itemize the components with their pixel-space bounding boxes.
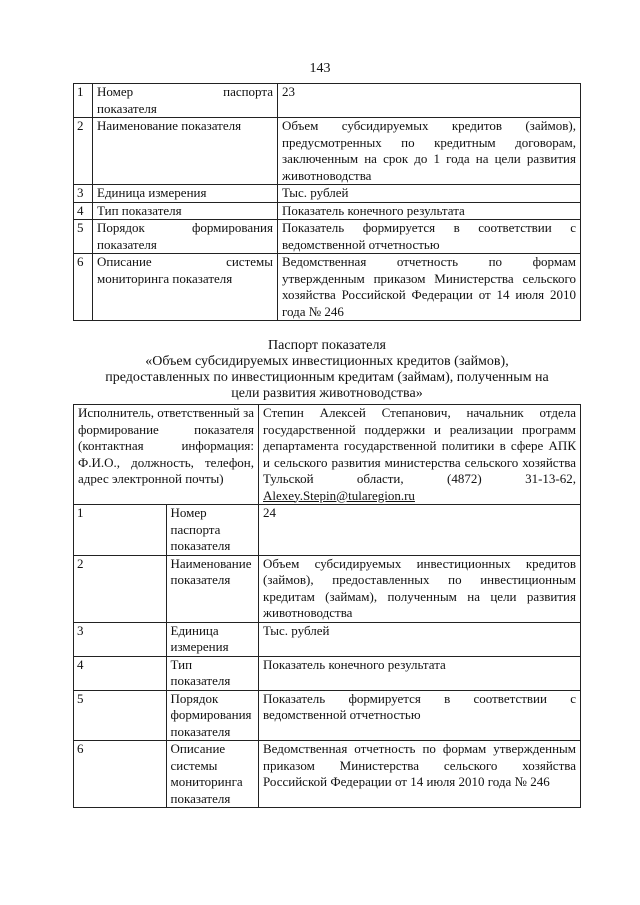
- passport-subtitle-line: предоставленных по инвестиционным кредитам (займам), полученным на: [105, 370, 549, 385]
- executor-phone: (4872) 31-13-62,: [447, 471, 576, 486]
- row-value: Показатель конечного результата: [278, 202, 581, 220]
- row-value: Объем субсидируемых инвестиционных кредитов (займов), предоставленных по инвестиционным кредитам (займам), полученным на цели развития животноводства: [259, 555, 581, 622]
- row-value: Показатель формируется в соответствии с ведомственной отчетностью: [278, 220, 581, 254]
- row-label-line2: показателя: [97, 100, 157, 116]
- row-value: Показатель конечного результата: [259, 656, 581, 690]
- table-row: [74, 185, 581, 203]
- row-label-line1: Описание системы: [97, 254, 273, 269]
- indicator-table-23: [73, 83, 581, 321]
- executor-value: [259, 405, 581, 505]
- row-label-line1: Номер паспорта: [170, 505, 221, 537]
- row-value: Показатель формируется в соответствии с ведомственной отчетностью: [259, 690, 581, 741]
- row-label: [166, 690, 259, 741]
- row-label-line2: показателя: [170, 723, 231, 739]
- row-number: 3: [74, 622, 167, 656]
- row-value: 23: [278, 84, 581, 118]
- row-label-line2: показателя: [97, 236, 157, 252]
- row-label-line2: показателя: [170, 538, 231, 553]
- row-value: Тыс. рублей: [278, 185, 581, 203]
- row-value: Ведомственная отчетность по формам утвержденным приказом Министерства сельского хозяйства Российской Федерации от 14 июля 2010 года № 246: [278, 254, 581, 321]
- row-label: [93, 84, 278, 118]
- row-value: Ведомственная отчетность по формам утвержденным приказом Министерства сельского хозяйства Российской Федерации от 14 июля 2010 года № 246: [259, 741, 581, 808]
- table-row: [74, 84, 581, 118]
- row-number: 2: [74, 555, 167, 622]
- row-label-line1: Порядок формирования: [97, 220, 273, 235]
- table-row: [74, 656, 581, 690]
- row-number: 2: [74, 118, 93, 185]
- row-label: Тип показателя: [93, 202, 278, 220]
- executor-email-link[interactable]: Alexey.Stepin@tularegion.ru: [263, 487, 415, 503]
- table-row: [74, 505, 581, 556]
- row-label: Наименование показателя: [166, 555, 259, 622]
- row-value: 24: [259, 505, 581, 556]
- row-number: 5: [74, 220, 93, 254]
- row-label: [166, 505, 259, 556]
- passport-heading: Паспорт показателя: [268, 338, 386, 353]
- executor-row: [74, 405, 581, 505]
- table-row: [74, 622, 581, 656]
- executor-name: Степин Алексей Степанович, начальник отдела государственной поддержки и реализации программ департамента государственной политики в сфере АПК и сельского развития министерства сельского хозяйства Тульской области,: [263, 405, 576, 486]
- table-row: [74, 202, 581, 220]
- table-row: [74, 555, 581, 622]
- row-number: 4: [74, 656, 167, 690]
- row-label-line1: Номер паспорта: [97, 84, 273, 99]
- row-label: [93, 254, 278, 321]
- row-label-line2: мониторинга показателя: [97, 270, 233, 286]
- row-number: 1: [74, 505, 167, 556]
- table-row: [74, 741, 581, 808]
- row-label: [166, 741, 259, 808]
- row-label: Единица измерения: [93, 185, 278, 203]
- table-row: [74, 220, 581, 254]
- passport-subtitle-line: цели развития животноводства»: [231, 386, 423, 401]
- row-number: 4: [74, 202, 93, 220]
- row-label-line2: мониторинга показателя: [170, 774, 243, 806]
- indicator-table-24: [73, 404, 581, 808]
- row-label-line1: Порядок формирования: [170, 690, 252, 722]
- row-label: Тип показателя: [166, 656, 259, 690]
- row-number: 5: [74, 690, 167, 741]
- table-row: [74, 118, 581, 185]
- row-number: 6: [74, 254, 93, 321]
- executor-label: Исполнитель, ответственный за формирование показателя (контактная информация: Ф.И.О., должность, телефон, адрес электронной почты): [74, 405, 259, 505]
- page-number: 143: [309, 61, 331, 76]
- table-row: [74, 254, 581, 321]
- row-value: Объем субсидируемых кредитов (займов), предусмотренных по кредитным договорам, заключенным на срок до 1 года на цели развития животноводства: [278, 118, 581, 185]
- row-label-line1: Описание системы: [170, 741, 226, 773]
- passport-title: [73, 338, 581, 402]
- row-label: Наименование показателя: [93, 118, 278, 185]
- passport-subtitle-line: «Объем субсидируемых инвестиционных кредитов (займов),: [145, 354, 509, 369]
- row-number: 6: [74, 741, 167, 808]
- row-number: 1: [74, 84, 93, 118]
- row-label: Единица измерения: [166, 622, 259, 656]
- row-number: 3: [74, 185, 93, 203]
- table-row: [74, 690, 581, 741]
- row-value: Тыс. рублей: [259, 622, 581, 656]
- row-label: [93, 220, 278, 254]
